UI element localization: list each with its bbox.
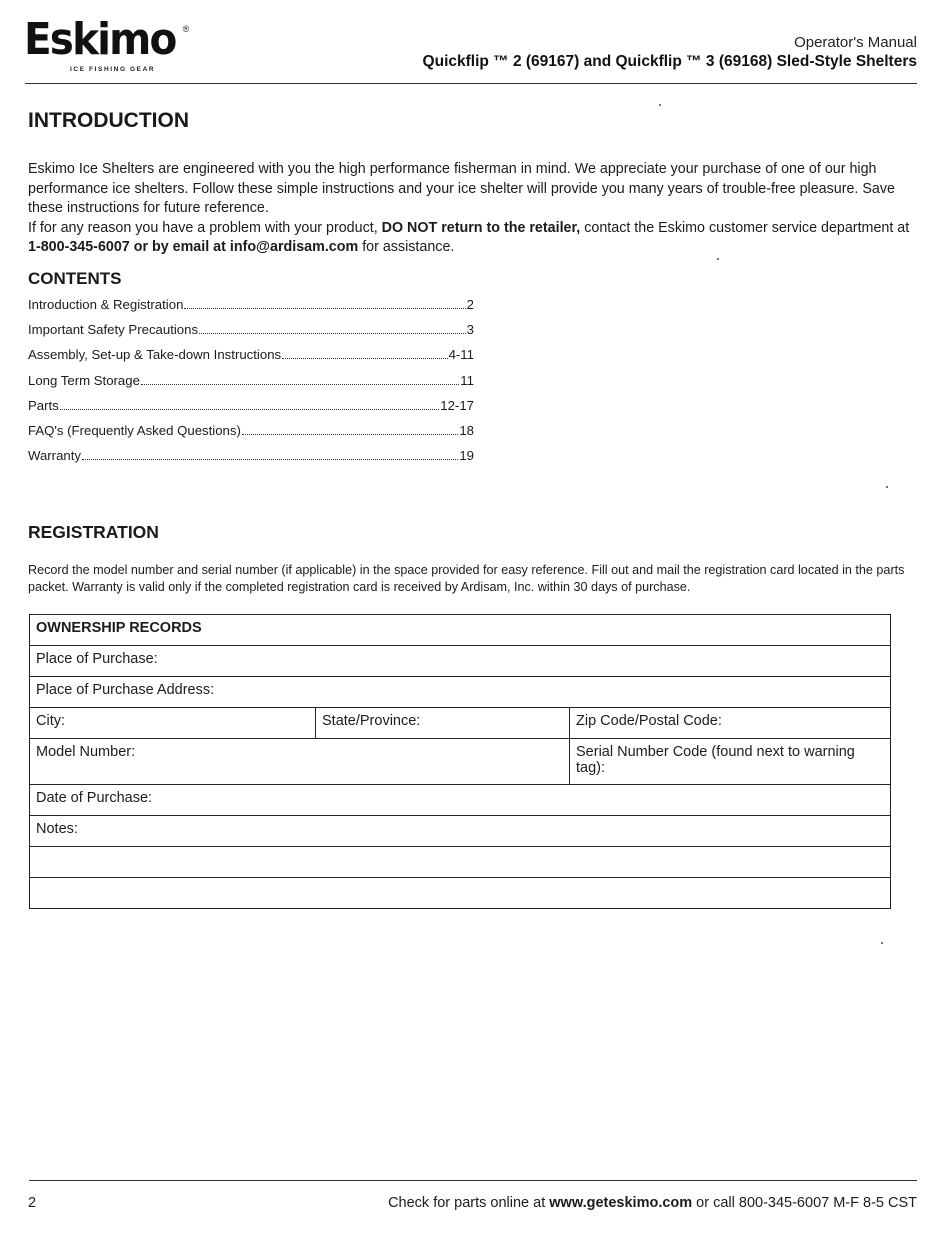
dot-leader	[141, 384, 459, 385]
toc-label: Parts	[28, 397, 59, 413]
toc-entry	[28, 347, 474, 372]
toc-page: 3	[466, 322, 474, 338]
scan-speck	[886, 486, 888, 488]
footer-divider	[29, 1180, 917, 1181]
toc-page: 19	[459, 448, 474, 464]
toc-label: Warranty	[28, 448, 82, 464]
toc-entry	[28, 448, 474, 473]
toc-entry	[28, 297, 474, 322]
state-province-field[interactable]: State/Province:	[316, 708, 570, 739]
dot-leader	[82, 459, 458, 460]
notes-line[interactable]	[30, 847, 891, 878]
page-number: 2	[28, 1195, 37, 1211]
model-number-field[interactable]: Model Number:	[30, 739, 570, 785]
registration-text: Record the model number and serial number (if applicable) in the space provided for easy reference. Fill out and mail the registration card located in the parts packet. Warranty is valid only if the completed registration card is received by Ardisam, Inc. within 30 days of purchase.	[28, 563, 905, 594]
introduction-text	[28, 160, 920, 258]
registered-mark: ®	[182, 24, 190, 34]
scan-speck	[881, 942, 883, 944]
toc-label: FAQ's (Frequently Asked Questions)	[28, 422, 241, 438]
purchase-address-field[interactable]: Place of Purchase Address:	[30, 677, 891, 708]
brand-tagline: ICE FISHING GEAR	[70, 66, 156, 73]
product-title: Quickflip ™ 2 (69167) and Quickflip ™ 3 (69168) Sled-Style Shelters	[422, 53, 917, 70]
table-of-contents	[28, 297, 474, 473]
footer-text-a: Check for parts online at	[388, 1195, 550, 1211]
introduction-heading: INTRODUCTION	[28, 109, 189, 132]
notice-text-c: for assistance.	[358, 239, 455, 255]
toc-label: Assembly, Set-up & Take-down Instructions	[28, 347, 282, 363]
retailer-notice	[28, 219, 920, 258]
toc-page: 2	[466, 297, 474, 312]
notice-text-b: contact the Eskimo customer service department at	[580, 219, 910, 236]
toc-label: Long Term Storage	[28, 372, 140, 388]
dot-leader	[242, 434, 458, 435]
toc-entry	[28, 398, 474, 423]
dot-leader	[60, 409, 439, 410]
city-field[interactable]: City:	[30, 708, 316, 739]
header-divider	[25, 83, 917, 84]
toc-entry	[28, 373, 474, 398]
footer-parts-note	[388, 1195, 917, 1211]
dot-leader	[282, 358, 447, 359]
brand-wordmark: Eskimo	[24, 14, 176, 65]
serial-number-field[interactable]: Serial Number Code (found next to warning tag):	[570, 739, 891, 785]
toc-label: Important Safety Precautions	[28, 322, 199, 338]
scan-speck	[717, 258, 719, 260]
toc-label: Introduction & Registration	[28, 297, 184, 312]
date-of-purchase-field[interactable]: Date of Purchase:	[30, 785, 891, 816]
toc-page: 12-17	[440, 397, 474, 413]
toc-page: 11	[460, 372, 474, 388]
notes-field[interactable]: Notes:	[30, 816, 891, 847]
place-of-purchase-field[interactable]: Place of Purchase:	[30, 646, 891, 677]
toc-entry	[28, 322, 474, 347]
notes-line[interactable]	[30, 878, 891, 909]
footer-text-b: or call 800-345-6007 M-F 8-5 CST	[692, 1195, 917, 1211]
toc-page: 4-11	[448, 347, 474, 363]
website-link[interactable]: www.geteskimo.com	[549, 1195, 693, 1211]
ownership-records-title: OWNERSHIP RECORDS	[30, 615, 891, 646]
dot-leader	[184, 308, 465, 309]
scan-speck	[659, 104, 661, 106]
registration-heading: REGISTRATION	[28, 522, 159, 542]
zip-code-field[interactable]: Zip Code/Postal Code:	[570, 708, 891, 739]
document-header	[423, 34, 917, 72]
brand-logo	[24, 14, 195, 73]
dot-leader	[199, 333, 466, 334]
contact-info: 1-800-345-6007 or by email at info@ardisam.com	[28, 239, 359, 255]
contents-heading: CONTENTS	[28, 269, 122, 288]
document-type: Operator's Manual	[794, 34, 917, 51]
toc-page: 18	[459, 422, 474, 438]
ownership-records-form	[29, 614, 891, 909]
toc-entry	[28, 423, 474, 448]
notice-warning: DO NOT return to the retailer,	[381, 219, 581, 236]
introduction-paragraph: Eskimo Ice Shelters are engineered with you the high performance fisherman in mind. We appreciate your purchase of one of our high performance ice shelters. Follow these simple instructions and your ice shelter will provide you many years of trouble-free pleasure. Save these instructions for future reference.	[28, 161, 895, 216]
notice-text-a: If for any reason you have a problem with your product,	[28, 219, 382, 236]
